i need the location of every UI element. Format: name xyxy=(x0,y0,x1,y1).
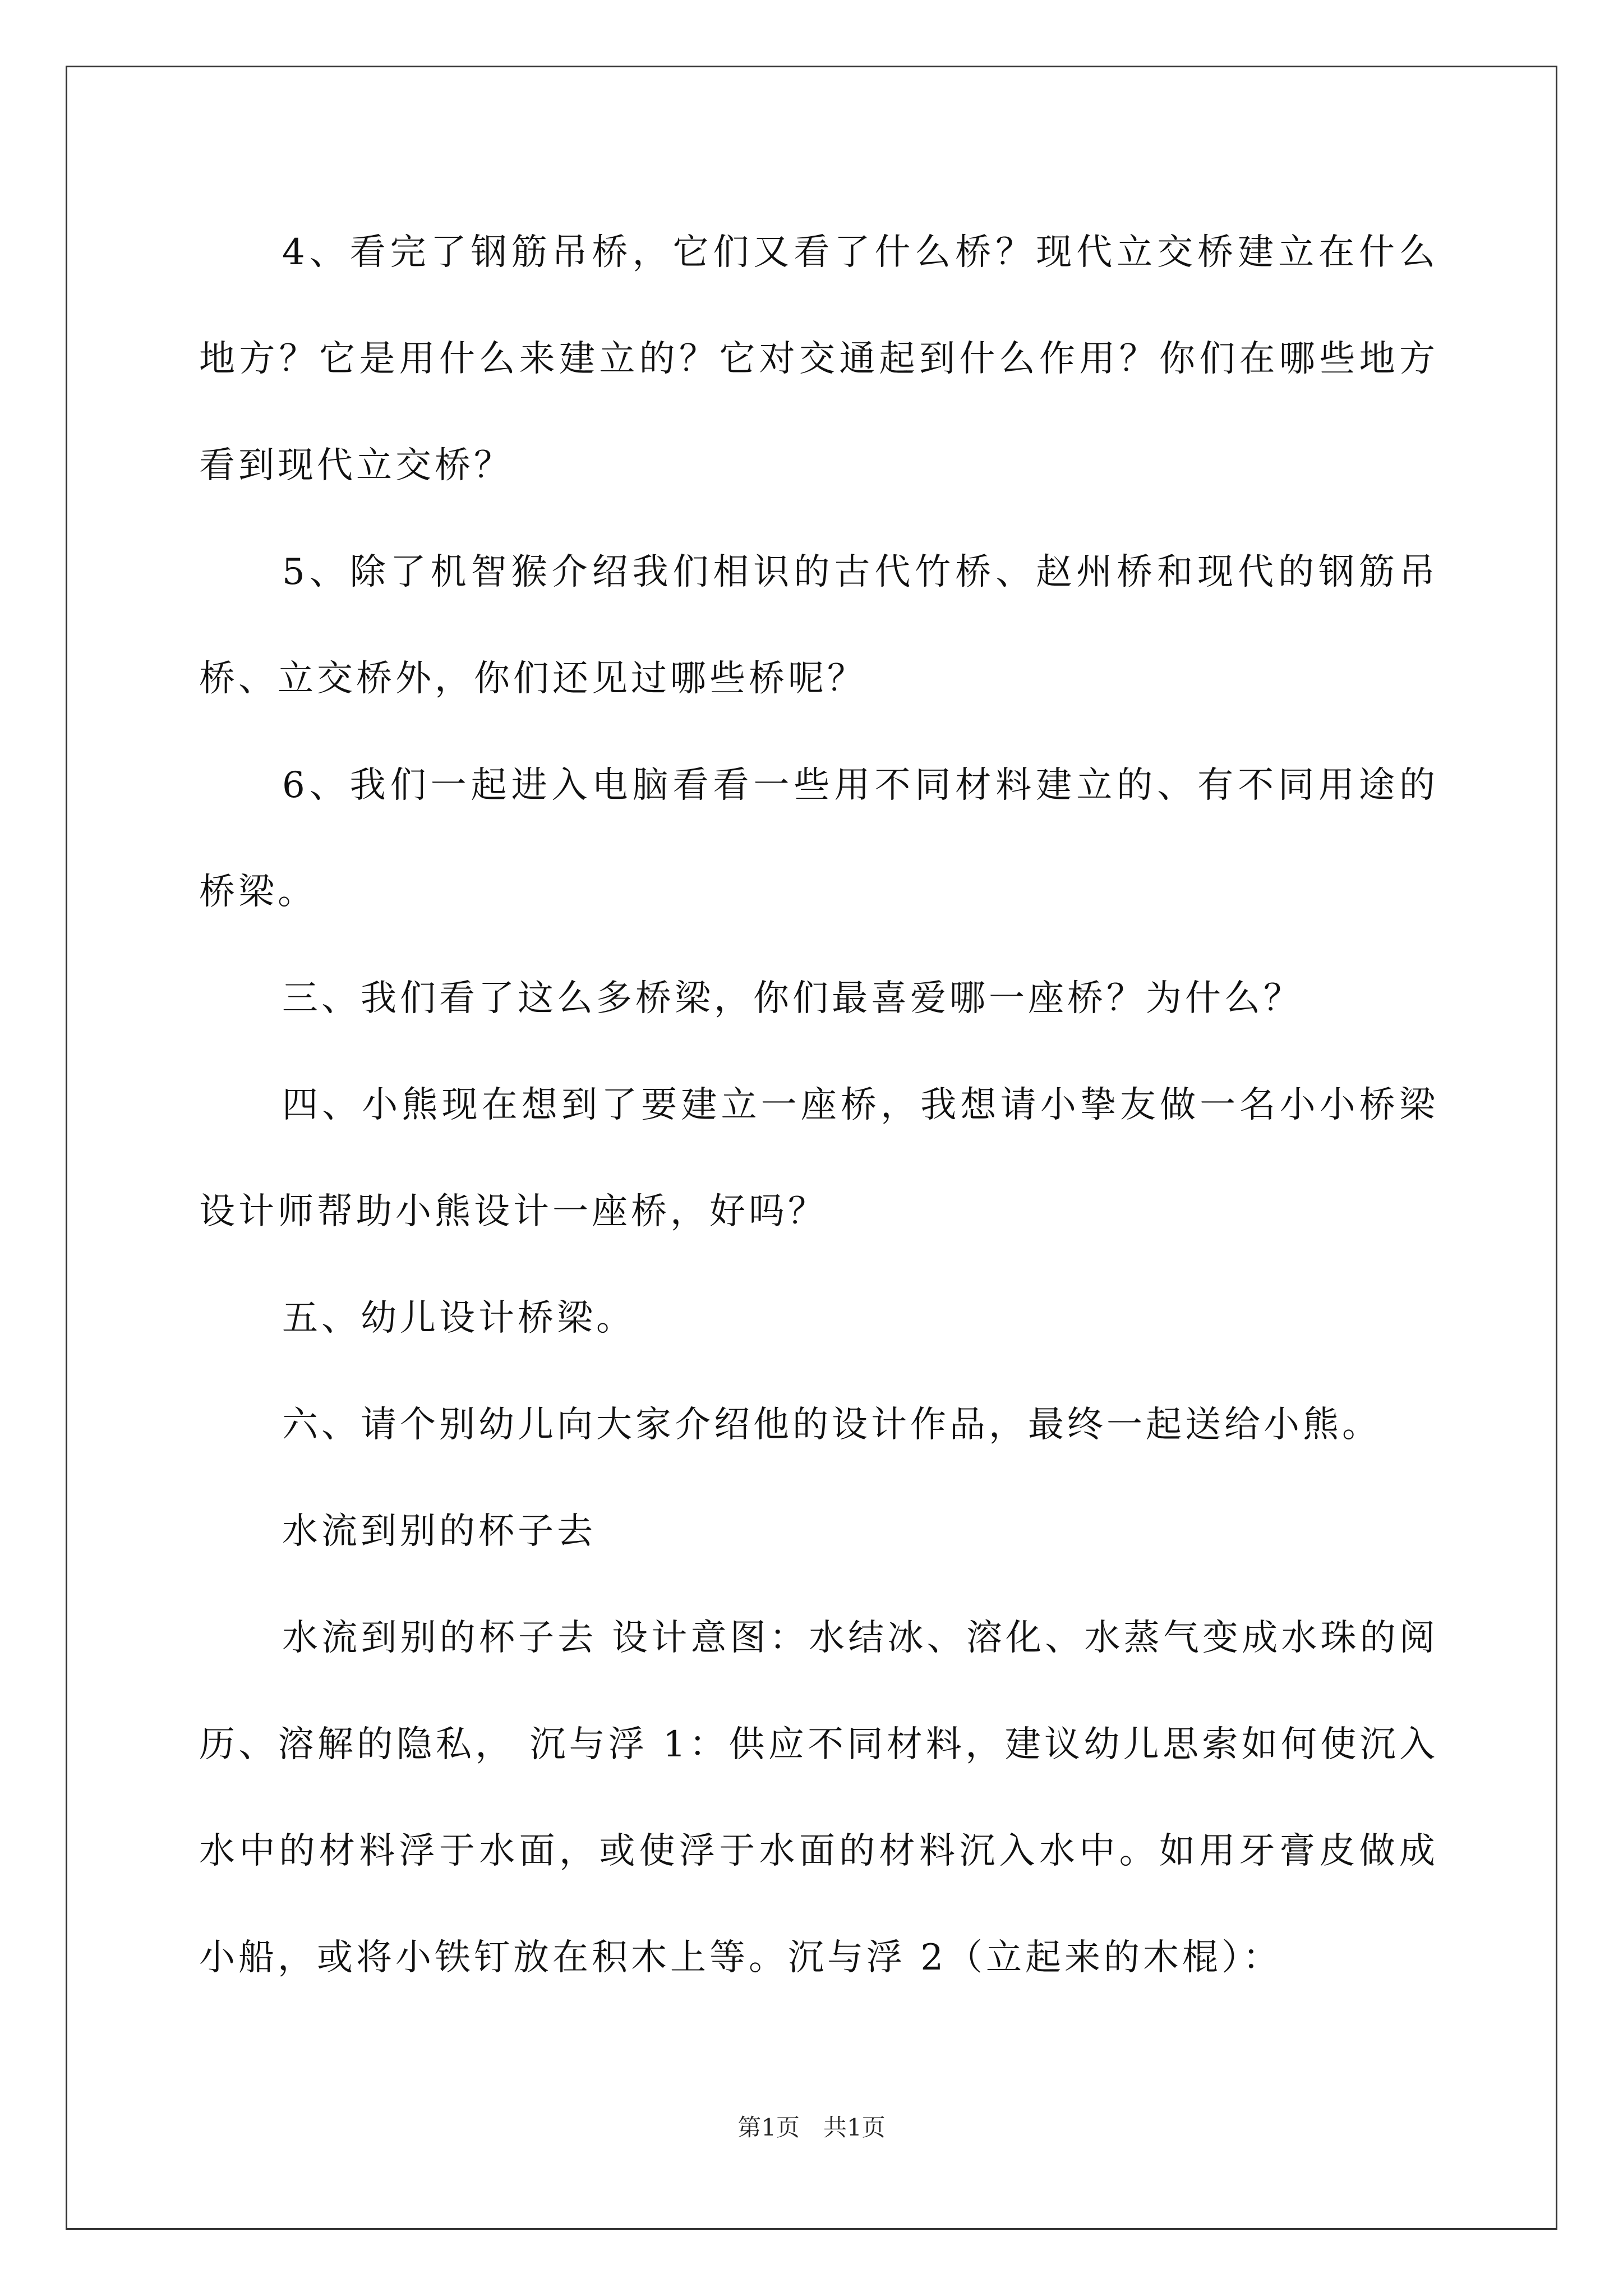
paragraph: 三、我们看了这么多桥梁，你们最喜爱哪一座桥？为什么？ xyxy=(282,978,1303,1019)
paragraph: 5、除了机智猴介绍我们相识的古代竹桥、赵州桥和现代的钢筋吊桥、立交桥外，你们还见过哪些桥呢？ xyxy=(199,551,1438,700)
paragraph: 六、请个别幼儿向大家介绍他的设计作品，最终一起送给小熊。 xyxy=(282,1404,1381,1446)
section-heading: 水流到别的杯子去 xyxy=(282,1511,596,1552)
paragraph: 水流到别的杯子去 设计意图：水结冰、溶化、水蒸气变成水珠的阅历、溶解的隐私， 沉与浮 1：供应不同材料，建议幼儿思索如何使沉入水中的材料浮于水面，或使浮于水面的材料沉入水中。如用牙膏皮做成小船，或将小铁钉放在积木上等。沉与浮 2（立起来的木棍）： xyxy=(199,1617,1438,1978)
paragraph: 四、小熊现在想到了要建立一座桥，我想请小挚友做一名小小桥梁设计师帮助小熊设计一座桥，好吗？ xyxy=(199,1084,1438,1232)
paragraph: 五、幼儿设计桥梁。 xyxy=(282,1297,635,1339)
page-number-footer: 第1页 共1页 xyxy=(737,2114,886,2141)
paragraph: 4、看完了钢筋吊桥，它们又看了什么桥？现代立交桥建立在什么地方？它是用什么来建立的？它对交通起到什么作用？你们在哪些地方看到现代立交桥？ xyxy=(199,232,1438,486)
paragraph: 6、我们一起进入电脑看看一些用不同材料建立的、有不同用途的桥梁。 xyxy=(199,765,1438,913)
document-body xyxy=(199,199,1438,2011)
